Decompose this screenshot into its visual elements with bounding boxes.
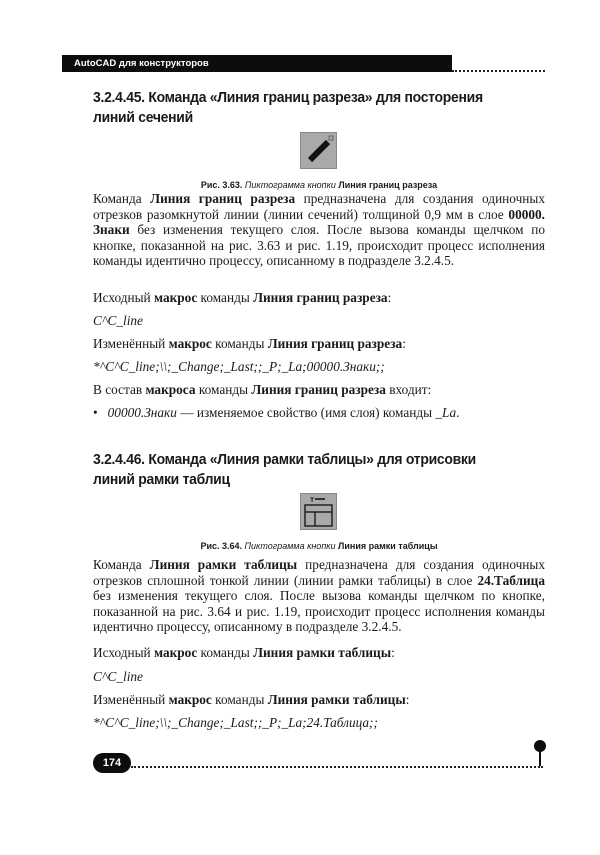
- header-dotted-rule: [452, 70, 545, 72]
- text: :: [402, 336, 406, 351]
- text-bold: макроса: [145, 382, 196, 397]
- text-bold: макрос: [168, 692, 212, 707]
- text: команды: [211, 692, 268, 707]
- caption-number: Рис. 3.64.: [200, 541, 243, 551]
- paragraph-description: [93, 557, 545, 635]
- text: Команда: [93, 557, 150, 572]
- caption-number: Рис. 3.63.: [200, 180, 243, 190]
- text: команды: [195, 382, 252, 397]
- orig-macro: C^C_line: [93, 313, 143, 328]
- figure-caption-3-63: [93, 180, 545, 190]
- paragraph-description: [93, 191, 545, 269]
- text: .: [456, 405, 460, 420]
- new-macro: *^C^C_line;\\;_Change;_Last;;_P;_La;00000.Знаки;;: [93, 359, 385, 374]
- running-header: AutoCAD для конструкторов: [62, 55, 452, 72]
- new-macro-label: [93, 692, 545, 708]
- text: Исходный: [93, 645, 154, 660]
- text-bold: 00000. Знаки: [93, 206, 545, 238]
- caption-text: Пиктограмма кнопки: [242, 541, 339, 551]
- text-bold: макрос: [154, 645, 198, 660]
- text-bold: Линия границ разреза: [251, 382, 386, 397]
- orig-macro-label: [93, 645, 545, 661]
- text: команды: [211, 336, 268, 351]
- text-bold: 24.Таблица: [477, 572, 545, 588]
- text: Изменённый: [93, 692, 169, 707]
- text: :: [405, 692, 410, 707]
- text: команды: [197, 290, 254, 305]
- text-bold: Линия границ разреза: [150, 191, 296, 206]
- orig-macro-label: [93, 290, 545, 306]
- text-bold: макрос: [154, 290, 198, 305]
- orig-macro: C^C_line: [93, 669, 143, 684]
- text-bold: Линия рамки таблицы: [253, 645, 392, 660]
- text: Исходный: [93, 290, 154, 305]
- text: входит:: [385, 382, 432, 397]
- text-bold: Линия рамки таблицы: [267, 692, 406, 707]
- text-bold: Линия рамки таблицы: [149, 557, 298, 572]
- bullet-item: [93, 405, 545, 421]
- footer-dotted-rule: [131, 766, 543, 768]
- text: предназначена для создания одиночных отрезков разомкнутой линии (линии сечений) толщиной 0,9 мм в слое: [93, 191, 545, 222]
- footer-pin-stem: [539, 750, 541, 766]
- text: :: [387, 290, 392, 305]
- text: :: [391, 645, 395, 660]
- bullet-icon: •: [93, 405, 108, 420]
- table-frame-button-icon: [300, 493, 337, 530]
- text: В состав: [93, 382, 146, 397]
- new-macro-label: [93, 336, 545, 352]
- footer-pin-dot: [534, 740, 546, 752]
- text: предназначена для создания одиночных отрезков сплошной тонкой линии (линии рамки таблицы) в слое: [93, 557, 546, 588]
- text-bold: Линия границ разреза: [253, 290, 388, 305]
- section-heading-3-2-4-45: 3.2.4.45. Команда «Линия границ разреза» для посторения линий сечений: [93, 89, 483, 126]
- text: Изменённый: [93, 336, 169, 351]
- text: без изменения текущего слоя. После вызова команды щелчком по кнопке, показанной на рис. 3.63 и рис. 1.19, происходит процесс исполнения команды идентично процессу, описанному в подразделе 3.2.4.5.: [93, 222, 545, 269]
- caption-bold: Линия границ разреза: [338, 180, 438, 190]
- contains-label: [93, 382, 545, 398]
- svg-text:T: T: [310, 497, 315, 504]
- text-bold: макрос: [168, 336, 212, 351]
- text-italic: _La: [435, 405, 457, 420]
- text-italic: 00000.Знаки: [107, 405, 177, 420]
- text: — изменяемое свойство (имя слоя) команды: [176, 405, 436, 420]
- text: без изменения текущего слоя. После вызова команды щелчком по кнопке, показанной на рис. 3.64 и рис. 1.19, происходит процесс исполнения команды идентично процессу, описанному в подразделе 3.2.4.5.: [93, 588, 545, 635]
- text-bold: Линия границ разреза: [267, 336, 403, 351]
- cut-line-button-icon: [300, 132, 337, 169]
- caption-text: Пиктограмма кнопки: [242, 180, 339, 190]
- text: Команда: [93, 191, 151, 206]
- caption-bold: Линия рамки таблицы: [338, 541, 438, 551]
- page-number: 174: [93, 753, 131, 773]
- new-macro: *^C^C_line;\\;_Change;_Last;;_P;_La;24.Таблица;;: [93, 715, 378, 730]
- text: команды: [197, 645, 254, 660]
- figure-caption-3-64: [93, 541, 545, 551]
- section-heading-3-2-4-46: 3.2.4.46. Команда «Линия рамки таблицы» для отрисовки линий рамки таблиц: [93, 451, 476, 488]
